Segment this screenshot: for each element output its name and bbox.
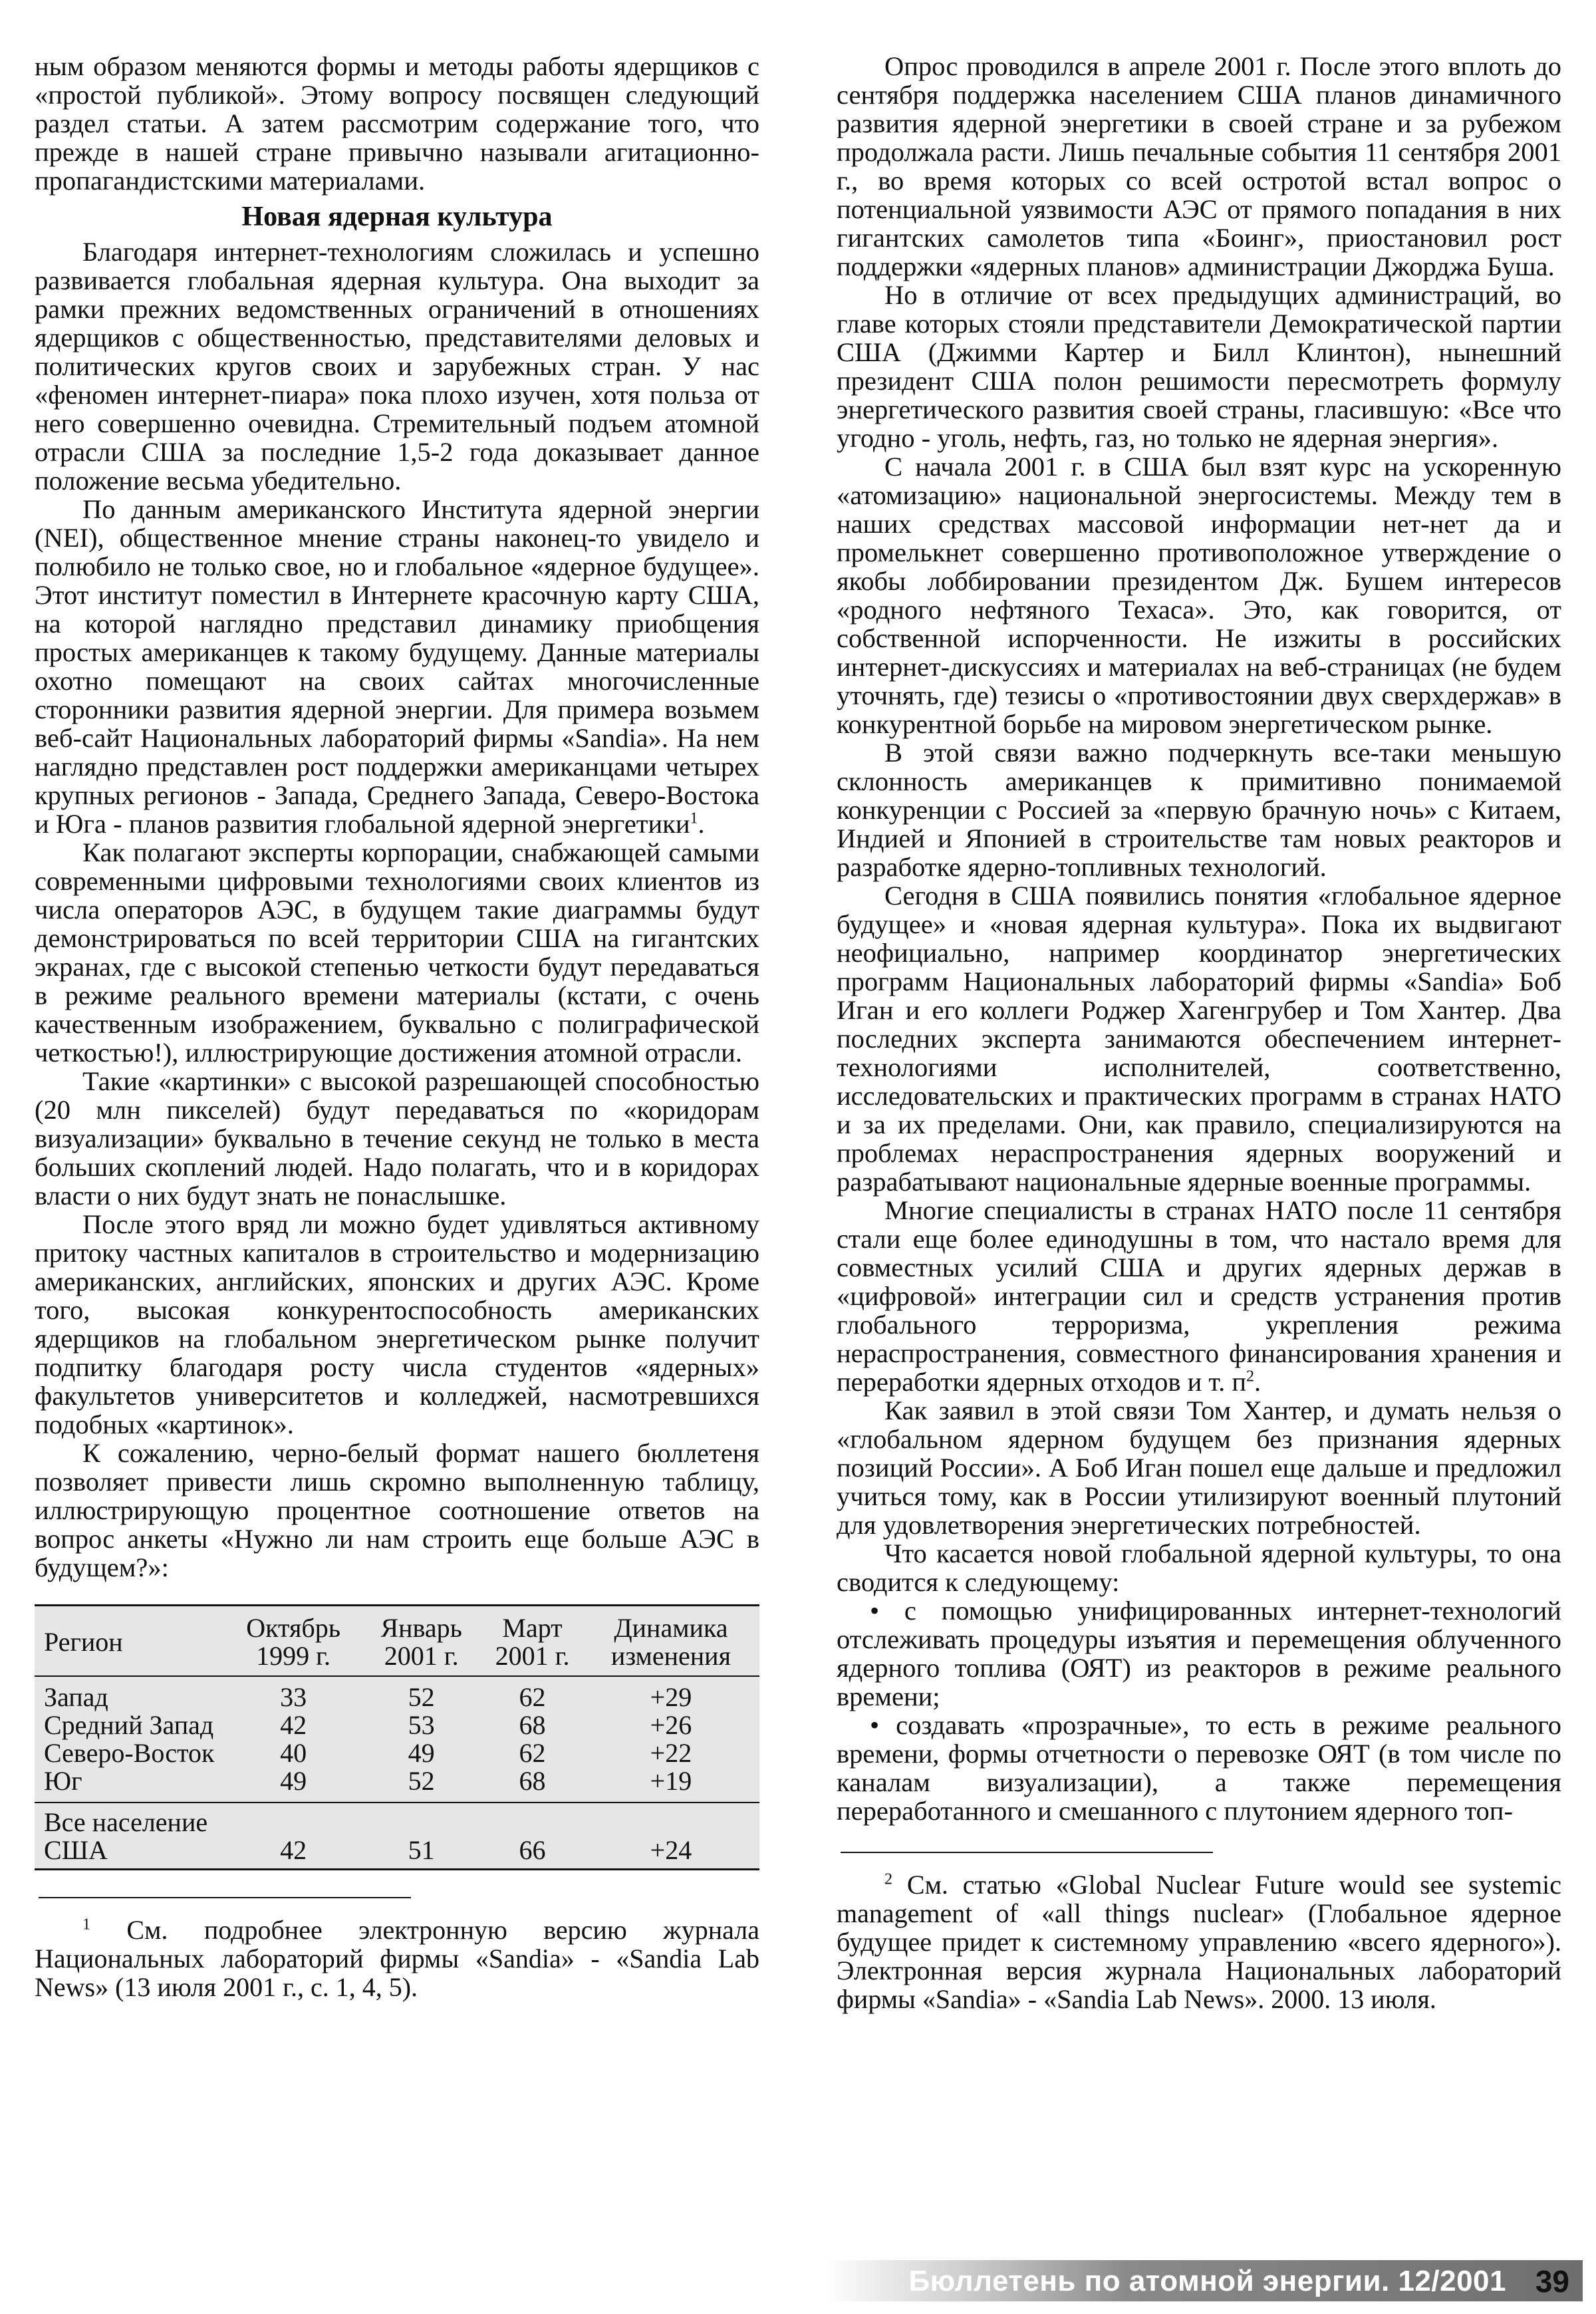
table-cell: 40	[280, 1738, 307, 1768]
right-column	[837, 52, 1561, 2013]
paragraph: Но в отличие от всех предыдущих администраций, во главе которых стояли представители Демократической партии США (Джимми Картер и Билл Клинтон), нынешний президент США полон решимости пересмотреть формулу энергетического развития своей страны, гласившую: «Все что угодно - уголь, нефть, газ, но только не ядерная энергия».	[837, 280, 1561, 453]
footnote-mark: 2	[884, 1870, 892, 1888]
footnote-ref[interactable]: 2	[1246, 1368, 1255, 1385]
table-cell: 52	[408, 1682, 435, 1712]
paragraph: Как заявил в этой связи Том Хантер, и думать нельзя о «глобальном ядерном будущем без признания ядерных позиций России». А Боб Иган пошел еще дальше и предложил учиться тому, как в России утилизируют военный плутоний для удовлетворения энергетических потребностей.	[837, 1395, 1561, 1540]
table-cell: +24	[650, 1835, 692, 1865]
table-cell: Все население США	[44, 1807, 208, 1865]
table-cell: 62	[519, 1682, 546, 1712]
paragraph	[837, 1196, 1561, 1396]
table-cell: 42	[280, 1835, 307, 1865]
table-cell: +26	[650, 1710, 692, 1740]
footnote-mark: 1	[82, 1916, 90, 1934]
table-cell: 51	[408, 1835, 435, 1865]
left-column	[35, 52, 759, 2001]
table-cell: 42	[280, 1710, 307, 1740]
table-cell: Запад	[44, 1682, 108, 1712]
footnote-text: См. статью «Global Nuclear Future would see systemic management of «all things nuclear» (Глобальное ядерное будущее придет к системному управлению «всего ядерного»). Электронная версия журнала Национальных лабораторий фирмы «Sandia» - «Sandia Lab News». 2000. 13 июля.	[837, 1870, 1562, 2014]
paragraph: После этого вряд ли можно будет удивляться активному притоку частных капиталов в строительство и модернизацию американских, английских, японских и других АЭС. Кроме того, высокая конкурентоспособность американских ядерщиков на глобальном энергетическом рынке получит подпитку благодаря росту числа студентов «ядерных» факультетов университетов и колледжей, насмотревшихся подобных «картинок».	[35, 1209, 759, 1439]
table-cell: 53	[408, 1710, 435, 1740]
paragraph-text: По данным американского Института ядерной энергии (NEI), общественное мнение страны наконец-то увидело и полюбило не только свое, но и глобальное «ядерное будущее». Этот институт поместил в Интернете красочную карту США, на которой наглядно представил динамику приобщения простых американцев к такому будущему. Данные материалы охотно помещают на своих сайтах многочисленные сторонники развития ядерной энергии. Для примера возьмем веб-сайт Национальных лабораторий фирмы «Sandia». На нем наглядно представлен рост поддержки американцами четырех крупных регионов - Запада, Среднего Запада, Северо-Востока и Юга - планов развития глобальной ядерной энергетики	[35, 494, 759, 839]
column-header: Регион	[44, 1627, 123, 1657]
paragraph: Что касается новой глобальной ядерной культуры, то она сводится к следующему:	[837, 1538, 1561, 1597]
paragraph: Сегодня в США появились понятия «глобальное ядерное будущее» и «новая ядерная культура». Пока их выдвигают неофициально, например координатор энергетических программ Национальных лабораторий фирмы «Sandia» Боб Иган и его коллеги Роджер Хагенгрубер и Том Хантер. Два последних эксперта занимаются обеспечением интернет-технологиями исполнителей, соответственно, исследовательских и практических программ в странах НАТО и за их пределами. Они, как правило, специализируются на проблемах нераспространения ядерных вооружений и разрабатывают национальные ядерные военные программы.	[837, 881, 1561, 1197]
table-row	[35, 1767, 759, 1803]
paragraph-end: .	[1254, 1367, 1262, 1397]
paragraph	[35, 495, 759, 838]
paragraph: ным образом меняются формы и методы работы ядерщиков с «простой публикой». Этому вопросу посвящен следующий раздел статьи. А затем рассмотрим содержание того, что прежде в нашей стране привычно называли агитационно-пропагандистскими материалами.	[35, 51, 759, 196]
paragraph: С начала 2001 г. в США был взят курс на ускоренную «атомизацию» национальной энергосистемы. Между тем в наших средствах массовой информации нет-нет да и промелькнет совершенно противоположное утверждение о якобы лоббировании президентом Дж. Бушем интересов «родного нефтяного Техаса». Это, как говорится, от собственной испорченности. Не изжиты в российских интернет-дискуссиях и материалах на веб-страницах (не будем уточнять, где) тезисы о «противостоянии двух сверхдержав» в конкурентной борьбе на мировом энергетическом рынке.	[837, 452, 1561, 739]
paragraph: Благодаря интернет-технологиям сложилась и успешно развивается глобальная ядерная культура. Она выходит за рамки прежних ведомственных ограничений в отношениях ядерщиков с общественностью, представителями деловых и политических кругов своих и зарубежных стран. У нас «феномен интернет-пиара» пока плохо изучен, хотя польза от него совершенно очевидна. Стремительный подъем атомной отрасли США за последние 1,5-2 года доказывает данное положение весьма убедительно.	[35, 237, 759, 496]
page-footer	[825, 2260, 1583, 2301]
footnote-divider	[841, 1852, 1213, 1853]
table-cell: 68	[519, 1766, 546, 1796]
table-row	[35, 1676, 759, 1711]
table-cell: Средний Запад	[44, 1710, 214, 1740]
bullet-item: • с помощью унифицированных интернет-технологий отслеживать процедуры изъятия и перемещения облученного ядерного топлива (ОЯТ) из реакторов в режиме реального времени;	[837, 1596, 1561, 1711]
section-heading: Новая ядерная культура	[241, 202, 553, 232]
journal-title: Бюллетень по атомной энергии. 12/2001	[908, 2265, 1506, 2297]
paragraph: Опрос проводился в апреле 2001 г. После этого вплоть до сентября поддержка населением США планов динамичного развития ядерной энергетики в своей стране и за рубежом продолжала расти. Лишь печальные события 11 сентября 2001 г., во время которых со всей остротой встал вопрос о потенциальной уязвимости АЭС от прямого попадания в них гигантских самолетов типа «Боинг», приостановил рост поддержки «ядерных планов» администрации Джорджа Буша.	[837, 51, 1561, 281]
survey-table-container	[35, 1604, 759, 1870]
table-cell: 49	[280, 1766, 307, 1796]
paragraph-end: .	[698, 809, 705, 839]
paragraph: К сожалению, черно-белый формат нашего бюллетеня позволяет привести лишь скромно выполненную таблицу, иллюстрирующую процентное соотношение ответов на вопрос анкеты «Нужно ли нам строить еще больше АЭС в будущем?»:	[35, 1438, 759, 1582]
table-cell: Юг	[44, 1766, 82, 1796]
table-cell: 52	[408, 1766, 435, 1796]
paragraph-text: Многие специалисты в странах НАТО после 11 сентября стали еще более единодушны в том, что настало время для совместных усилий США и других ядерных держав в «цифровой» интеграции сил и средств устранения против глобального терроризма, укрепления режима нераспространения, совместного финансирования хранения и переработки ядерных отходов и т. п	[837, 1195, 1561, 1397]
footnote-text: См. подробнее электронную версию журнала Национальных лабораторий фирмы «Sandia» - «Sandia Lab News» (13 июля 2001 г., с. 1, 4, 5).	[35, 1915, 760, 2002]
table-cell: +19	[650, 1766, 692, 1796]
table-cell: 68	[519, 1710, 546, 1740]
paragraph: В этой связи важно подчеркнуть все-таки меньшую склонность американцев к примитивно понимаемой конкуренции с Россией за «первую брачную ночь» с Китаем, Индией и Японией в строительстве там новых реакторов и разработке ядерно-топливных технологий.	[837, 738, 1561, 882]
column-header: Январь 2001 г.	[380, 1613, 462, 1671]
footnote-ref[interactable]: 1	[690, 809, 698, 827]
table-header-row	[35, 1612, 759, 1676]
footnote-1	[35, 1916, 759, 2001]
table-cell: +22	[650, 1738, 692, 1768]
table-row	[35, 1711, 759, 1739]
table-cell: Северо-Восток	[44, 1738, 215, 1768]
table-row	[35, 1739, 759, 1767]
column-header: Динамика изменения	[610, 1613, 731, 1671]
paragraph: Как полагают эксперты корпорации, снабжающей самыми современными цифровыми технологиями своих клиентов из числа операторов АЭС, в будущем такие диаграммы будут демонстрироваться по всей территории США на гигантских экранах, где с высокой степенью четкости будут передаваться в режиме реального времени материалы (кстати, с очень качественным изображением, буквально с полиграфической четкостью!), иллюстрирующие достижения атомной отрасли.	[35, 837, 759, 1068]
table-cell: 62	[519, 1738, 546, 1768]
footnote-2	[837, 1870, 1561, 2013]
column-header: Март 2001 г.	[495, 1613, 570, 1671]
table-cell: 49	[408, 1738, 435, 1768]
page-number: 39	[1535, 2264, 1569, 2299]
column-header: Октябрь 1999 г.	[246, 1613, 340, 1671]
table-total-row	[35, 1803, 759, 1864]
table-cell: 33	[280, 1682, 307, 1712]
footnote-divider	[39, 1897, 411, 1898]
bullet-item: • создавать «прозрачные», то есть в режиме реального времени, формы отчетности о перевозке ОЯТ (в том числе по каналам визуализации), а также перемещения переработанного и смешанного с плутонием ядерного топ-	[837, 1710, 1561, 1826]
table-cell: 66	[519, 1835, 546, 1865]
table-cell: +29	[650, 1682, 692, 1712]
survey-table	[35, 1612, 759, 1864]
paragraph: Такие «картинки» с высокой разрешающей способностью (20 млн пикселей) будут передаваться по «коридорам визуализации» буквально в течение секунд не только в места больших скоплений людей. Надо полагать, что и в коридорах власти о них будут знать не понаслышке.	[35, 1066, 759, 1211]
